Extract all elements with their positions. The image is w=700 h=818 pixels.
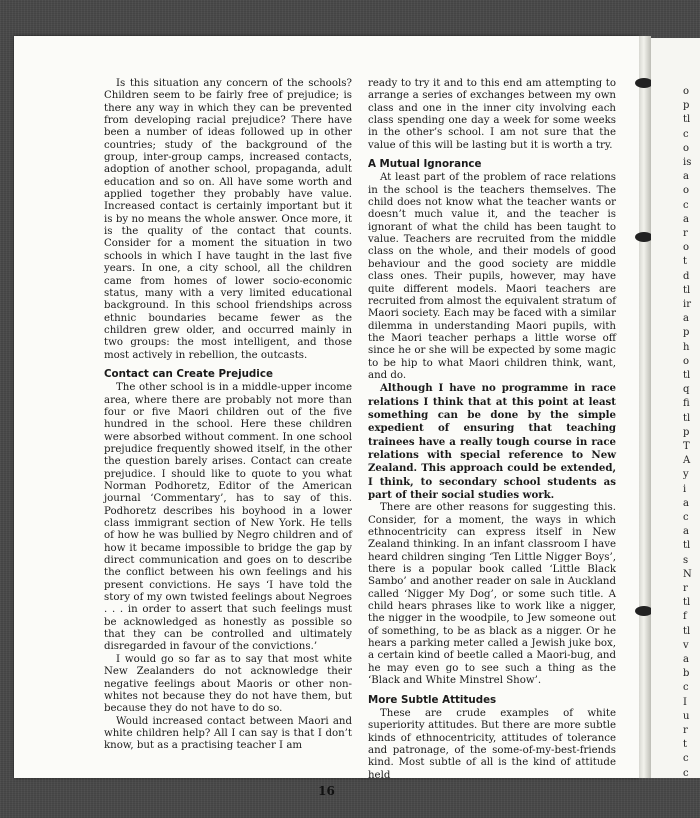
left-column (104, 78, 352, 753)
next-page-fragment: t (683, 739, 688, 751)
next-page-fragment: tl (683, 412, 691, 424)
next-page-fragment: p (683, 100, 690, 112)
next-page-fragment: i (683, 483, 687, 495)
next-page-fragment: a (683, 654, 689, 665)
next-page-fragment: ir (683, 299, 691, 310)
next-page-fragment: y (683, 469, 689, 481)
next-page-fragment: o (683, 86, 690, 97)
next-page-fragment: c (683, 767, 689, 778)
next-page-fragment: T (683, 441, 690, 452)
paragraph: ready to try it and to this end am attempting to arrange a series of exchanges between my own class and one in the inner city involving each class spending one day a week for some weeks in the other’s school. I am not sure that the value of this will be lasting but it is worth a try. (368, 78, 616, 151)
section-heading: A Mutual Ignorance (368, 158, 482, 171)
next-page-fragment: d (683, 270, 690, 282)
next-page-fragment: t (683, 256, 688, 268)
next-page-fragment: p (683, 327, 690, 339)
next-page-fragment: u (683, 710, 690, 722)
paragraph: There are other reasons for suggesting this. Consider, for a moment, the ways in which ethnocentricity can express itself in New Zealand thinking. In an infant classroom I have heard children singing ‘Ten Little Nigger Boys’, there is a popular book called ‘Little Black Sambo’ and another reader on sale in Auckland called ‘Nigger My Dog’, or some such title. A child hears phrases like to work like a nigger, the nigger in the woodpile, to Jew someone out of something, to be as black as a nigger. Or he hears a parking meter called a Jewish juke box, a certain kind of beetle called a Maori-bug, and he may even go to see such a thing as the ‘Black and White Minstrel Show’. (368, 502, 616, 687)
next-page-fragment: v (683, 639, 689, 651)
next-page-fragment: tl (683, 370, 691, 381)
book-page (14, 36, 639, 798)
next-page-fragment: h (683, 341, 690, 353)
next-page-fragment: A (683, 455, 691, 467)
next-page-fragment: a (683, 313, 689, 325)
paragraph: Would increased contact between Maori and white children help? All I can say is that I don’t know, but as a practising teacher I am (104, 715, 352, 752)
next-page-fragment: c (683, 199, 689, 211)
next-page-fragment: tl (683, 625, 691, 637)
next-page-fragment: a (683, 213, 689, 225)
next-page-fragment: tl (683, 114, 691, 126)
paragraph: The other school is in a middle-upper income area, where there are probably not more than four or five Maori children out of the five hundred in the school. Here these children were absorbed without comment. In one school prejudice frequently showed itself, in the other the question barely arises. Contact can create prejudice. I should like to quote to you what Norman Podhoretz, Editor of the American journal ‘Commentary’, has to say of this. Podhoretz describes his boyhood in a lower class immigrant section of New York. He tells of how he was bullied by Negro children and of how it became impossible to bridge the gap by direct communication and goes on to describe the conflict between his own feelings and his present convictions. He says ‘I have told the story of my own twisted feelings about Negroes . . . in order to assert that such feelings must be acknowledged as honestly as possible so that they can be controlled and ultimately disregarded in favour of the convictions.’ (104, 382, 352, 653)
next-page-fragment: r (683, 228, 688, 239)
paragraph: At least part of the problem of race relations in the school is the teachers themselves. The child does not know what the teacher wants or doesn’t much value it, and the teacher is ignorant of what the child has been taught to value. Teachers are recruited from the middle class on the whole, and their models of good behaviour and the good society are middle class ones. Their pupils, however, may have quite different models. Maori teachers are recruited from almost the equivalent stratum of Maori society. Each may be faced with a similar dilemma in understanding Maori pupils, with the Maori teacher perhaps a little worse off since he or she will be expected by some magic to be hip to what Maori children think, want, and do. (368, 172, 616, 381)
section-heading: Contact can Create Prejudice (104, 367, 273, 380)
page-number: 16 (318, 784, 335, 798)
next-page-fragment: o (683, 355, 690, 367)
next-page-fragment: c (683, 682, 689, 694)
paragraph: These are crude examples of white superiority attitudes. But there are more subtle kinds of ethnocentricity, attitudes of tolerance and patronage, of the some-of-my-best-friends kind. Most subtle of all is the kind of attitude held (368, 707, 616, 781)
paragraph: Is this situation any concern of the schools? Children seem to be fairly free of prejudice; is there any way in which they can be prevented from developing racial prejudice? There have been a number of ideas followed up in other countries; study of the background of the group, inter-group camps, increased contacts, adoption of another school, propaganda, adult education and so on. All have some worth and applied together they probably have value. Increased contact is certainly important but it is by no means the whole answer. Once more, it is the quality of the contact that counts. Consider for a moment the situation in two schools in which I have taught in the last five years. In one, a city school, all the children came from homes of lower socio-economic status, many with a very limited educational background. In this school friendships across ethnic boundaries became fewer as the children grew older, and occurred mainly in two groups: the most intelligent, and those most actively in rebellion, the outcasts. (104, 78, 352, 361)
next-page-fragment: c (683, 753, 689, 765)
next-page-fragment: I (683, 696, 687, 708)
next-page-fragment: q (683, 384, 690, 396)
next-page-fragment: c (683, 512, 689, 523)
next-page-fragment: o (683, 242, 690, 254)
next-page-fragment: s (683, 554, 689, 566)
next-page-fragment: tl (683, 597, 691, 609)
next-page-fragment: a (683, 526, 689, 538)
next-page-fragment: o (683, 142, 690, 154)
section-heading: More Subtle Attitudes (368, 693, 497, 706)
next-page-fragment: f (683, 611, 687, 623)
next-page-fragment: a (683, 497, 689, 509)
next-page-fragment: tl (683, 284, 691, 296)
next-page-fragment: N (683, 568, 692, 580)
book-spine (639, 36, 651, 778)
next-page-fragment: c (683, 128, 689, 140)
next-page-fragment: r (683, 583, 688, 594)
next-page-fragment: p (683, 426, 690, 438)
next-page-fragment: fi (683, 398, 690, 410)
next-page-fragment: r (683, 725, 688, 736)
next-page-fragment: a (683, 171, 689, 183)
bold-text: Although I have no programme in race relations I think that at this point at least something can be done by the simple expedient of ensuring that teaching trainees have a really tough course in race relations with special reference to New Zealand. This approach could be extended, I think, to secondary school students as part of their social studies work. (368, 382, 616, 501)
paragraph-bold (368, 382, 616, 502)
next-page-fragment: o (683, 185, 690, 197)
next-page-fragment: b (683, 668, 690, 680)
next-page-fragment: is (683, 157, 692, 168)
right-column (368, 78, 616, 782)
paragraph: I would go so far as to say that most white New Zealanders do not acknowledge their negative feelings about Maoris or other non-whites not because they do not have them, but because they do not have to do so. (104, 653, 352, 715)
next-page-edge (651, 38, 700, 778)
next-page-fragment: tl (683, 540, 691, 552)
